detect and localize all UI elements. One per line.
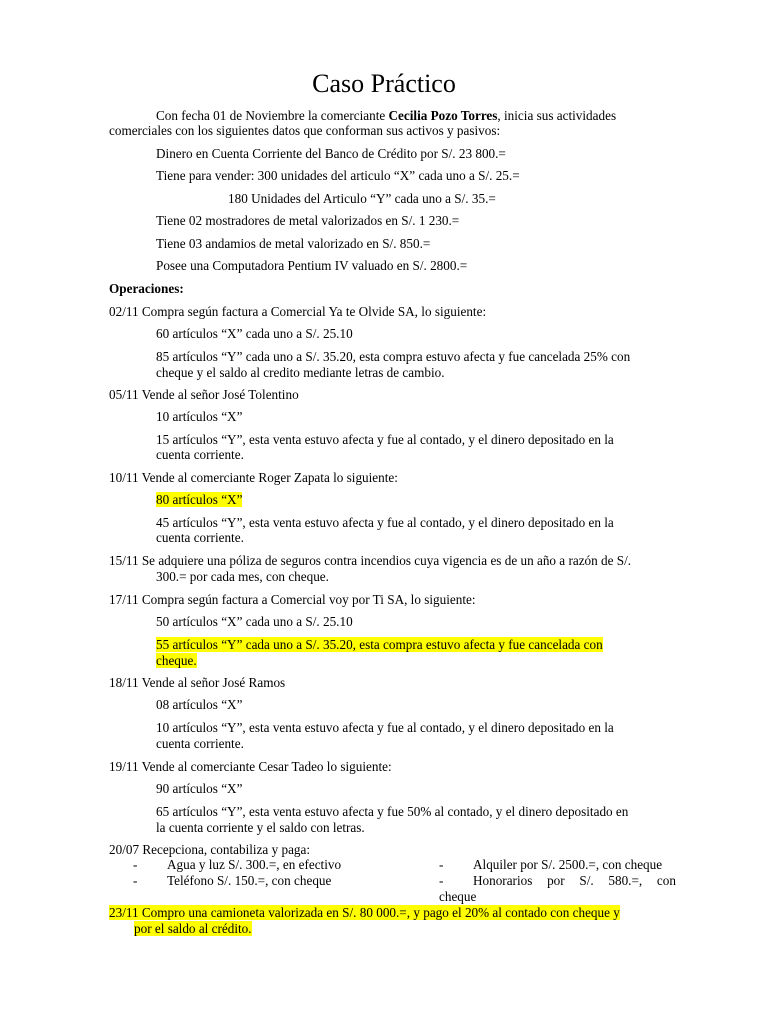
op-1711-item-y-line2	[156, 653, 197, 669]
payment-fees-word: S/.	[579, 873, 594, 888]
payment-fees-continuation: cheque	[439, 889, 477, 904]
payment-water-light: Agua y luz S/. 300.=, en efectivo	[167, 857, 342, 872]
op-0211-item-x: 60 artículos “X” cada uno a S/. 25.10	[156, 326, 353, 341]
highlight: 23/11 Compro una camioneta valorizada en S/. 80 000.=, y pago el 20% al contado con cheque y	[109, 905, 620, 920]
op-1011-item-y-line1: 45 artículos “Y”, esta venta estuvo afecta y fue al contado, y el dinero depositado en la	[156, 515, 614, 530]
op-1811-item-x: 08 artículos “X”	[156, 697, 243, 712]
payment-rent: Alquiler por S/. 2500.=, con cheque	[473, 857, 663, 872]
payment-fees-word: con	[656, 873, 676, 888]
intro-text-pre: Con fecha 01 de Noviembre la comerciante	[156, 108, 389, 123]
bullet-dash: -	[133, 857, 138, 872]
bullet-dash: -	[133, 873, 138, 888]
payment-fees-word: 580.=,	[608, 873, 643, 888]
op-1811-header: 18/11 Vende al señor José Ramos	[109, 675, 286, 690]
payment-fees	[473, 873, 676, 889]
op-1711-item-x: 50 artículos “X” cada uno a S/. 25.10	[156, 614, 353, 629]
op-1711-header: 17/11 Compra según factura a Comercial voy por Ti SA, lo siguiente:	[109, 592, 476, 607]
op-1511-line1: 15/11 Se adquiere una póliza de seguros contra incendios cuya vigencia es de un año a razón de S/.	[109, 553, 632, 568]
op-1511-line2: 300.= por cada mes, con cheque.	[156, 569, 329, 584]
op-1011-header: 10/11 Vende al comerciante Roger Zapata lo siguiente:	[109, 470, 398, 485]
asset-inventory-y: 180 Unidades del Articulo “Y” cada uno a S/. 35.=	[228, 191, 496, 206]
op-1811-item-y-line2: cuenta corriente.	[156, 736, 244, 751]
op-0511-item-y-line1: 15 artículos “Y”, esta venta estuvo afecta y fue al contado, y el dinero depositado en la	[156, 432, 614, 447]
op-0511-item-y-line2: cuenta corriente.	[156, 447, 244, 462]
operations-heading: Operaciones:	[109, 281, 184, 296]
op-1011-item-y-line2: cuenta corriente.	[156, 530, 244, 545]
intro-line-1	[156, 108, 616, 124]
payment-fees-word: Honorarios	[473, 873, 533, 888]
highlight: 80 artículos “X”	[156, 492, 243, 507]
bullet-dash: -	[439, 873, 444, 888]
op-1911-header: 19/11 Vende al comerciante Cesar Tadeo lo siguiente:	[109, 759, 392, 774]
asset-cash: Dinero en Cuenta Corriente del Banco de Crédito por S/. 23 800.=	[156, 146, 506, 161]
highlight: 55 artículos “Y” cada uno a S/. 35.20, esta compra estuvo afecta y fue cancelada con	[156, 637, 603, 652]
op-0511-item-x: 10 artículos “X”	[156, 409, 243, 424]
op-1711-item-y-line1	[156, 637, 603, 653]
asset-counters: Tiene 02 mostradores de metal valorizados en S/. 1 230.=	[156, 213, 460, 228]
op-1911-item-x: 90 artículos “X”	[156, 781, 243, 796]
op-2311-line1	[109, 905, 620, 921]
bullet-dash: -	[439, 857, 444, 872]
payment-phone: Teléfono S/. 150.=, con cheque	[167, 873, 332, 888]
op-1911-item-y-line2: la cuenta corriente y el saldo con letras.	[156, 820, 365, 835]
intro-line-2: comerciales con los siguientes datos que conforman sus activos y pasivos:	[109, 123, 501, 138]
asset-scaffolds: Tiene 03 andamios de metal valorizado en S/. 850.=	[156, 236, 431, 251]
op-2311-line2	[134, 921, 252, 937]
op-1811-item-y-line1: 10 artículos “Y”, esta venta estuvo afecta y fue al contado, y el dinero depositado en la	[156, 720, 614, 735]
op-1911-item-y-line1: 65 artículos “Y”, esta venta estuvo afecta y fue 50% al contado, y el dinero depositado en	[156, 804, 629, 819]
op-0211-header: 02/11 Compra según factura a Comercial Ya te Olvide SA, lo siguiente:	[109, 304, 487, 319]
op-0511-header: 05/11 Vende al señor José Tolentino	[109, 387, 299, 402]
asset-computer: Posee una Computadora Pentium IV valuado en S/. 2800.=	[156, 258, 468, 273]
intro-text-post: , inicia sus actividades	[497, 108, 617, 123]
merchant-name: Cecilia Pozo Torres	[388, 108, 498, 123]
op-0211-item-y-line2: cheque y el saldo al credito mediante letras de cambio.	[156, 365, 445, 380]
op-0211-item-y-line1: 85 artículos “Y” cada uno a S/. 35.20, esta compra estuvo afecta y fue cancelada 25% con	[156, 349, 631, 364]
op-2007-header: 20/07 Recepciona, contabiliza y paga:	[109, 842, 311, 857]
payment-fees-word: por	[547, 873, 565, 888]
highlight: por el saldo al crédito.	[134, 921, 252, 936]
highlight: cheque.	[156, 653, 197, 668]
op-1011-item-x	[156, 492, 242, 508]
asset-inventory-x: Tiene para vender: 300 unidades del articulo “X” cada uno a S/. 25.=	[156, 168, 520, 183]
document-title: Caso Práctico	[312, 69, 456, 98]
